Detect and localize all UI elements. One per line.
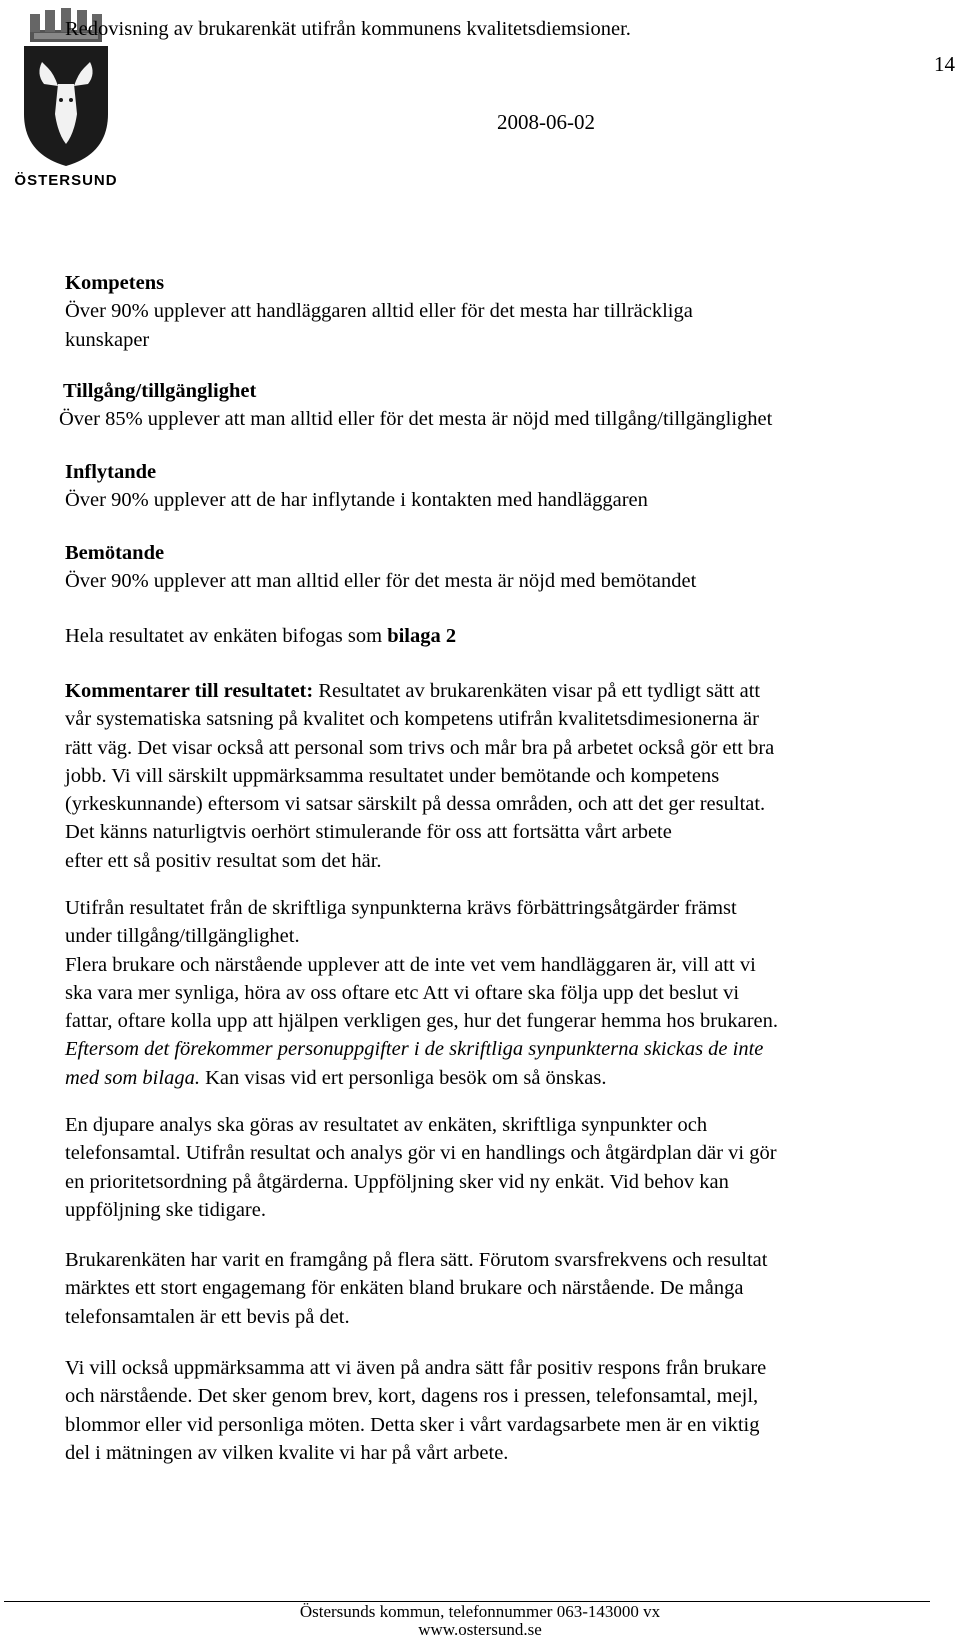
section-heading: Kompetens xyxy=(65,272,165,294)
intro-paragraph xyxy=(65,15,935,43)
section-kompetens xyxy=(65,269,935,354)
section-tillganglighet xyxy=(59,377,933,434)
feedback-line: blommor eller vid personliga möten. Detta sker i vårt vardagsarbete men är en viktig xyxy=(65,1413,760,1436)
section-heading: Inflytande xyxy=(65,461,157,483)
success-line: telefonsamtalen är ett bevis på det. xyxy=(65,1305,350,1328)
section-line: Över 90% upplever att handläggaren alltid eller för det mesta har tillräckliga xyxy=(65,300,693,323)
feedback-line: och närstående. Det sker genom brev, kort, dagens ros i pressen, telefonsamtal, mejl, xyxy=(65,1385,759,1408)
feedback-line: del i mätningen av vilken kvalite vi har på vårt arbete. xyxy=(65,1441,509,1464)
document-date: 2008-06-02 xyxy=(497,110,595,134)
analysis-line: telefonsamtal. Utifrån resultat och analys gör vi en handlings och åtgärdplan där vi gör xyxy=(65,1142,777,1165)
improvements-italic: Eftersom det förekommer personuppgifter i de skriftliga synpunkterna skickas de inte xyxy=(65,1038,764,1061)
improvements-line: Flera brukare och närstående upplever att de inte vet vem handläggaren är, vill att vi xyxy=(65,953,756,976)
improvements-paragraph xyxy=(65,894,935,1092)
improvements-line: ska vara mer synliga, höra av oss oftare etc Att vi oftare ska följa upp det beslut vi xyxy=(65,981,740,1004)
analysis-line: en prioritetsordning på åtgärderna. Uppföljning sker vid ny enkät. Vid behov kan xyxy=(65,1170,729,1193)
section-inflytande xyxy=(65,458,935,515)
comments-line: rätt väg. Det visar också att personal som trivs och mår bra på arbetet också gör ett bra xyxy=(65,736,775,759)
feedback-paragraph xyxy=(65,1354,935,1467)
improvements-line: Kan visas vid ert personliga besök om så önskas. xyxy=(199,1066,607,1089)
section-line: Över 90% upplever att man alltid eller för det mesta är nöjd med bemötandet xyxy=(65,570,697,593)
success-line: Brukarenkäten har varit en framgång på flera sätt. Förutom svarsfrekvens och resultat xyxy=(65,1249,768,1271)
footer-contact: Östersunds kommun, telefonnummer 063-143000 vx xyxy=(299,1602,661,1621)
comments-line: Det känns naturligtvis oerhört stimulerande för oss att fortsätta vårt arbete xyxy=(65,821,672,844)
improvements-line: Utifrån resultatet från de skriftliga synpunkterna krävs förbättringsåtgärder främst xyxy=(65,897,737,919)
comments-line: Resultatet av brukarenkäten visar på ett tydligt sätt att xyxy=(313,680,761,702)
footer-website: www.ostersund.se xyxy=(418,1620,542,1639)
analysis-line: En djupare analys ska göras av resultatet av enkäten, skriftliga synpunkter och xyxy=(65,1114,708,1136)
page-number: 14 xyxy=(934,52,955,76)
improvements-line: under tillgång/tillgänglighet. xyxy=(65,925,300,948)
success-paragraph xyxy=(65,1246,935,1331)
feedback-line: Vi vill också uppmärksamma att vi även på andra sätt får positiv respons från brukare xyxy=(65,1357,767,1379)
attachment-text: Hela resultatet av enkäten bifogas som xyxy=(65,625,388,647)
success-line: märktes ett stort engagemang för enkäten bland brukare och närstående. De många xyxy=(65,1277,744,1300)
logo-text: ÖSTERSUND xyxy=(14,172,118,189)
section-bemotande xyxy=(65,539,935,596)
comments-line: vår systematiska satsning på kvalitet och kompetens utifrån kvalitetsdimesionerna är xyxy=(65,708,759,731)
comments-label: Kommentarer till resultatet: xyxy=(65,680,314,702)
attachment-ref: bilaga 2 xyxy=(387,625,457,647)
improvements-italic: med som bilaga. xyxy=(65,1066,200,1089)
intro-text: Redovisning av brukarenkät utifrån kommunens kvalitetsdiemsioner. xyxy=(65,18,631,40)
attachment-paragraph xyxy=(65,622,935,650)
section-heading: Bemötande xyxy=(65,542,165,564)
section-line: Över 90% upplever att de har inflytande i kontakten med handläggaren xyxy=(65,489,648,512)
analysis-line: uppföljning ske tidigare. xyxy=(65,1198,266,1221)
section-line: Över 85% upplever att man alltid eller för det mesta är nöjd med tillgång/tillgänglighet xyxy=(59,408,773,431)
section-line: kunskaper xyxy=(65,328,150,351)
analysis-paragraph xyxy=(65,1111,935,1224)
comments-paragraph xyxy=(65,677,935,875)
comments-line: jobb. Vi vill särskilt uppmärksamma resultatet under bemötande och kompetens xyxy=(65,764,720,787)
comments-line: (yrkeskunnande) eftersom vi satsar särskilt på dessa områden, och att det ger resultat. xyxy=(65,793,766,816)
improvements-line: fattar, oftare kolla upp att hjälpen verkligen ges, hur det fungerar hemma hos brukaren. xyxy=(65,1010,778,1033)
section-heading: Tillgång/tillgänglighet xyxy=(63,380,257,402)
comments-line: efter ett så positiv resultat som det här. xyxy=(65,849,382,872)
